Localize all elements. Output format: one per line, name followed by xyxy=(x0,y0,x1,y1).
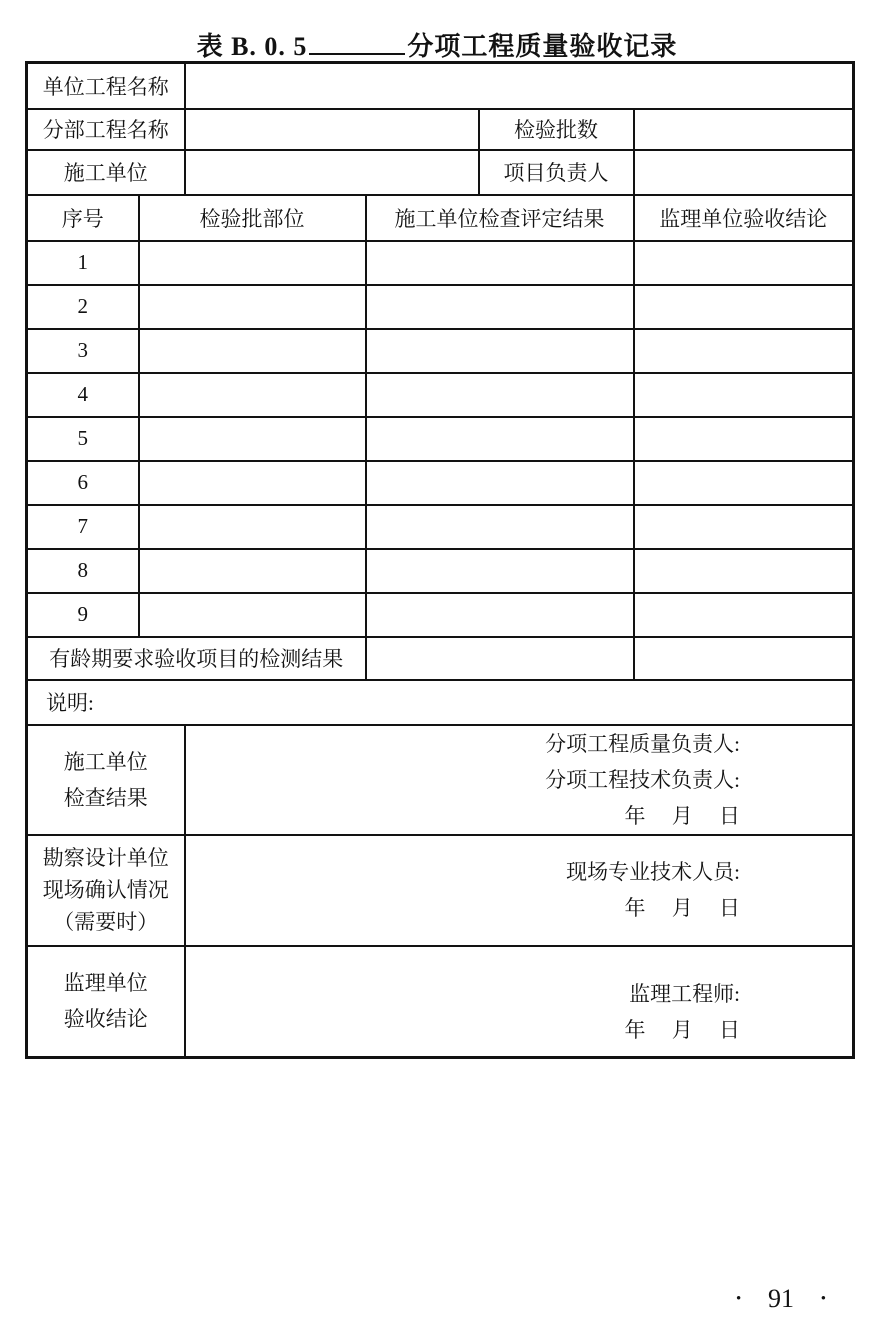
serial-number: 1 xyxy=(27,241,139,285)
serial-number: 2 xyxy=(27,285,139,329)
project-leader-field xyxy=(634,150,854,195)
date-line: 年 月 日 xyxy=(624,803,740,828)
page-number-right-dot: • xyxy=(820,1291,826,1307)
construction-unit-check-result-label xyxy=(27,725,185,835)
serial-number: 6 xyxy=(27,461,139,505)
supervision-unit-signature-area xyxy=(185,946,854,1058)
lot-location-field xyxy=(139,461,366,505)
page-number xyxy=(736,1284,826,1314)
subdivision-project-name-field xyxy=(185,109,479,150)
table-row xyxy=(27,63,854,109)
serial-number: 5 xyxy=(27,417,139,461)
table-row xyxy=(27,241,854,285)
project-leader-label: 项目负责人 xyxy=(479,150,634,195)
supervision-unit-conclusion-label xyxy=(27,946,185,1058)
unit-project-name-label: 单位工程名称 xyxy=(27,63,185,109)
quality-leader-signature-line: 分项工程质量负责人: xyxy=(545,731,740,756)
notes-label: 说明: xyxy=(27,680,854,725)
title-main: 分项工程质量验收记录 xyxy=(407,32,678,61)
supervision-conclusion-field xyxy=(634,417,854,461)
serial-number: 9 xyxy=(27,593,139,637)
table-row xyxy=(27,593,854,637)
lot-location-field xyxy=(139,329,366,373)
supervision-conclusion-field xyxy=(634,285,854,329)
page-number-left-dot: • xyxy=(736,1291,742,1307)
supervision-conclusion-field xyxy=(634,461,854,505)
sig-label-line: 现场确认情况 xyxy=(42,878,169,902)
serial-number: 8 xyxy=(27,549,139,593)
site-technician-signature-line: 现场专业技术人员: xyxy=(566,860,740,884)
table-row xyxy=(27,946,854,1058)
date-line: 年 月 日 xyxy=(624,1018,740,1043)
construction-unit-signature-area xyxy=(185,725,854,835)
sig-label-line: （需要时） xyxy=(53,910,159,934)
construction-check-result-field xyxy=(366,549,634,593)
construction-check-result-field xyxy=(366,285,634,329)
technical-leader-signature-line: 分项工程技术负责人: xyxy=(545,767,740,792)
unit-project-name-field xyxy=(185,63,854,109)
lot-location-field xyxy=(139,417,366,461)
sig-label-line: 监理单位 xyxy=(63,971,148,996)
table-header-row xyxy=(27,195,854,241)
table-row xyxy=(27,150,854,195)
sig-label-line: 验收结论 xyxy=(63,1007,148,1032)
supervision-conclusion-field xyxy=(634,549,854,593)
lot-location-field xyxy=(139,373,366,417)
inspection-lot-count-field xyxy=(634,109,854,150)
lot-location-field xyxy=(139,505,366,549)
survey-design-signature-area xyxy=(185,835,854,946)
construction-check-result-field xyxy=(366,241,634,285)
page-number-value: 91 xyxy=(768,1284,794,1313)
construction-check-result-field xyxy=(366,373,634,417)
inspection-lot-count-label: 检验批数 xyxy=(479,109,634,150)
sig-label-line: 施工单位 xyxy=(63,749,148,774)
age-requirement-conclusion-field xyxy=(634,637,854,680)
acceptance-record-table xyxy=(25,61,855,1059)
title-prefix: 表 B. 0. 5 xyxy=(196,32,308,61)
construction-check-result-field xyxy=(366,329,634,373)
table-row xyxy=(27,109,854,150)
header-serial: 序号 xyxy=(27,195,139,241)
table-row xyxy=(27,461,854,505)
header-construction-check-result: 施工单位检查评定结果 xyxy=(366,195,634,241)
table-row xyxy=(27,285,854,329)
survey-design-confirmation-label xyxy=(27,835,185,946)
supervision-conclusion-field xyxy=(634,373,854,417)
table-row xyxy=(27,505,854,549)
table-row xyxy=(27,417,854,461)
subdivision-project-name-label: 分部工程名称 xyxy=(27,109,185,150)
table-row xyxy=(27,373,854,417)
page-title xyxy=(0,26,874,63)
table-row xyxy=(27,680,854,725)
construction-unit-label: 施工单位 xyxy=(27,150,185,195)
title-blank-underline xyxy=(309,51,405,55)
table-row xyxy=(27,637,854,680)
table-row xyxy=(27,549,854,593)
supervision-conclusion-field xyxy=(634,593,854,637)
lot-location-field xyxy=(139,241,366,285)
table-row xyxy=(27,725,854,835)
sig-label-line: 检查结果 xyxy=(63,785,148,810)
construction-check-result-field xyxy=(366,505,634,549)
lot-location-field xyxy=(139,549,366,593)
date-line: 年 月 日 xyxy=(624,896,740,920)
supervision-conclusion-field xyxy=(634,241,854,285)
serial-number: 3 xyxy=(27,329,139,373)
table-row xyxy=(27,835,854,946)
construction-unit-field xyxy=(185,150,479,195)
supervision-conclusion-field xyxy=(634,329,854,373)
supervision-conclusion-field xyxy=(634,505,854,549)
construction-check-result-field xyxy=(366,417,634,461)
age-requirement-result-field xyxy=(366,637,634,680)
construction-check-result-field xyxy=(366,593,634,637)
supervision-engineer-signature-line: 监理工程师: xyxy=(629,982,740,1007)
construction-check-result-field xyxy=(366,461,634,505)
lot-location-field xyxy=(139,593,366,637)
age-requirement-label: 有龄期要求验收项目的检测结果 xyxy=(27,637,366,680)
table-row xyxy=(27,329,854,373)
header-supervision-conclusion: 监理单位验收结论 xyxy=(634,195,854,241)
sig-label-line: 勘察设计单位 xyxy=(42,846,169,870)
lot-location-field xyxy=(139,285,366,329)
serial-number: 4 xyxy=(27,373,139,417)
serial-number: 7 xyxy=(27,505,139,549)
header-lot-location: 检验批部位 xyxy=(139,195,366,241)
